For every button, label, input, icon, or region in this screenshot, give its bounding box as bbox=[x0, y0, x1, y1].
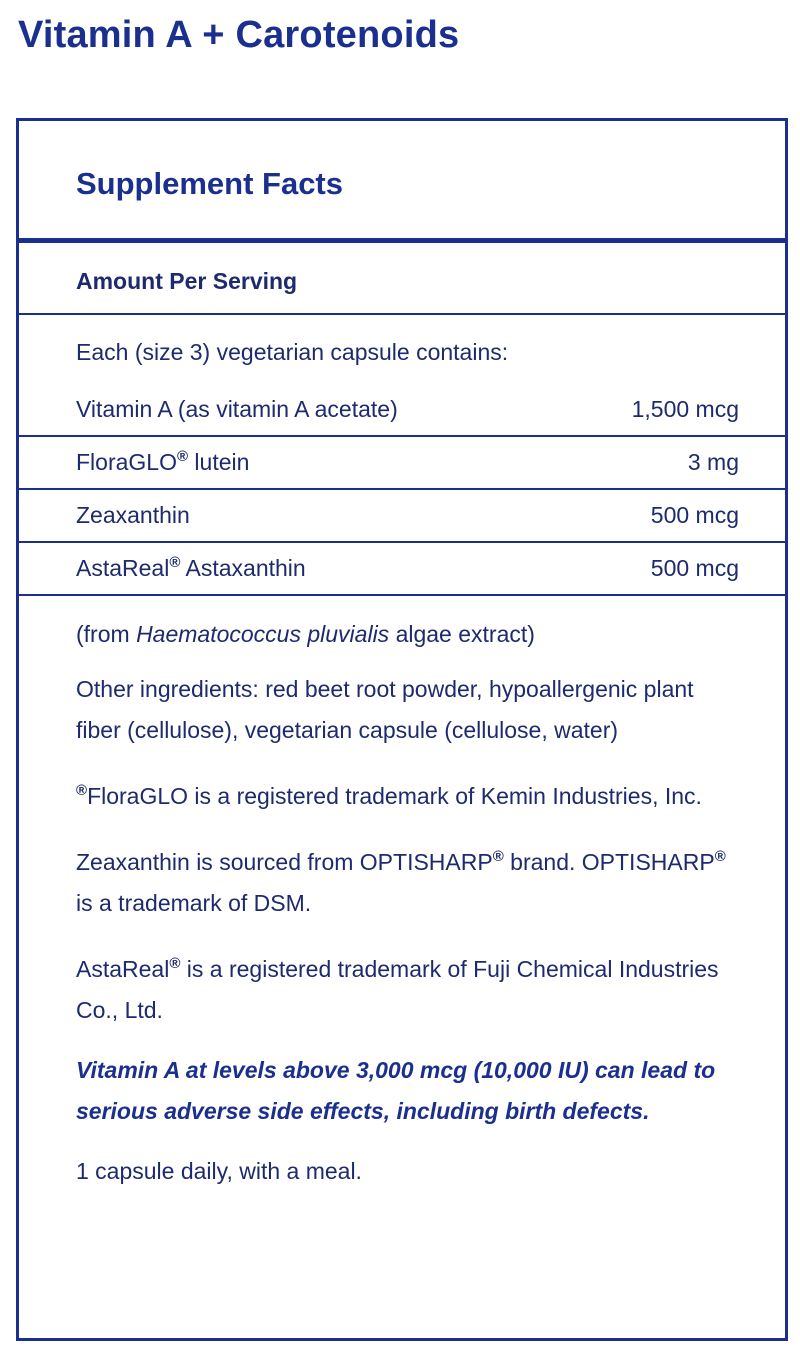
other-ingredients: Other ingredients: red beet root powder, hypoallergenic plant fiber (cellulose), vegetarian capsule (cellulose, water) bbox=[76, 676, 694, 743]
nutrient-row-astaxanthin bbox=[19, 543, 785, 596]
nutrient-name: AstaReal® Astaxanthin bbox=[76, 554, 306, 581]
facts-heading: Supplement Facts bbox=[76, 166, 343, 201]
registered-mark: ® bbox=[714, 848, 726, 865]
trademark-astareal: AstaReal® is a registered trademark of Fuji Chemical Industries Co., Ltd. bbox=[76, 955, 719, 1023]
label-notes bbox=[19, 596, 785, 1192]
amount-per-serving-row bbox=[19, 243, 785, 315]
directions: 1 capsule daily, with a meal. bbox=[76, 1158, 362, 1184]
serving-intro: Each (size 3) vegetarian capsule contains: bbox=[76, 339, 509, 365]
registered-mark: ® bbox=[169, 955, 181, 972]
trademark-floraglo: ®FloraGLO is a registered trademark of Kemin Industries, Inc. bbox=[76, 782, 702, 809]
facts-heading-row bbox=[19, 121, 785, 243]
nutrient-name: Vitamin A (as vitamin A acetate) bbox=[76, 396, 398, 422]
nutrient-amount: 3 mg bbox=[687, 449, 739, 475]
trademark-optisharp: Zeaxanthin is sourced from OPTISHARP® brand. OPTISHARP® is a trademark of DSM. bbox=[76, 848, 726, 916]
amount-per-serving-label: Amount Per Serving bbox=[76, 268, 298, 294]
nutrient-row-vitamin-a bbox=[19, 379, 785, 437]
registered-mark: ® bbox=[169, 554, 181, 571]
source-note: (from Haematococcus pluvialis algae extract) bbox=[76, 621, 535, 647]
registered-mark: ® bbox=[176, 448, 189, 465]
nutrient-row-zeaxanthin bbox=[19, 490, 785, 543]
nutrient-amount: 1,500 mcg bbox=[631, 396, 739, 422]
nutrient-row-lutein bbox=[19, 437, 785, 490]
nutrient-amount: 500 mcg bbox=[650, 555, 739, 581]
registered-mark: ® bbox=[76, 782, 88, 799]
nutrient-name: Zeaxanthin bbox=[76, 502, 190, 528]
registered-mark: ® bbox=[492, 848, 504, 865]
nutrient-name: FloraGLO® lutein bbox=[76, 448, 250, 475]
vitamin-a-warning: Vitamin A at levels above 3,000 mcg (10,000 IU) can lead to serious adverse side effects, including birth defects. bbox=[76, 1057, 716, 1124]
nutrient-amount: 500 mcg bbox=[650, 502, 739, 528]
product-title: Vitamin A + Carotenoids bbox=[18, 14, 460, 56]
supplement-facts-panel bbox=[16, 118, 788, 1341]
